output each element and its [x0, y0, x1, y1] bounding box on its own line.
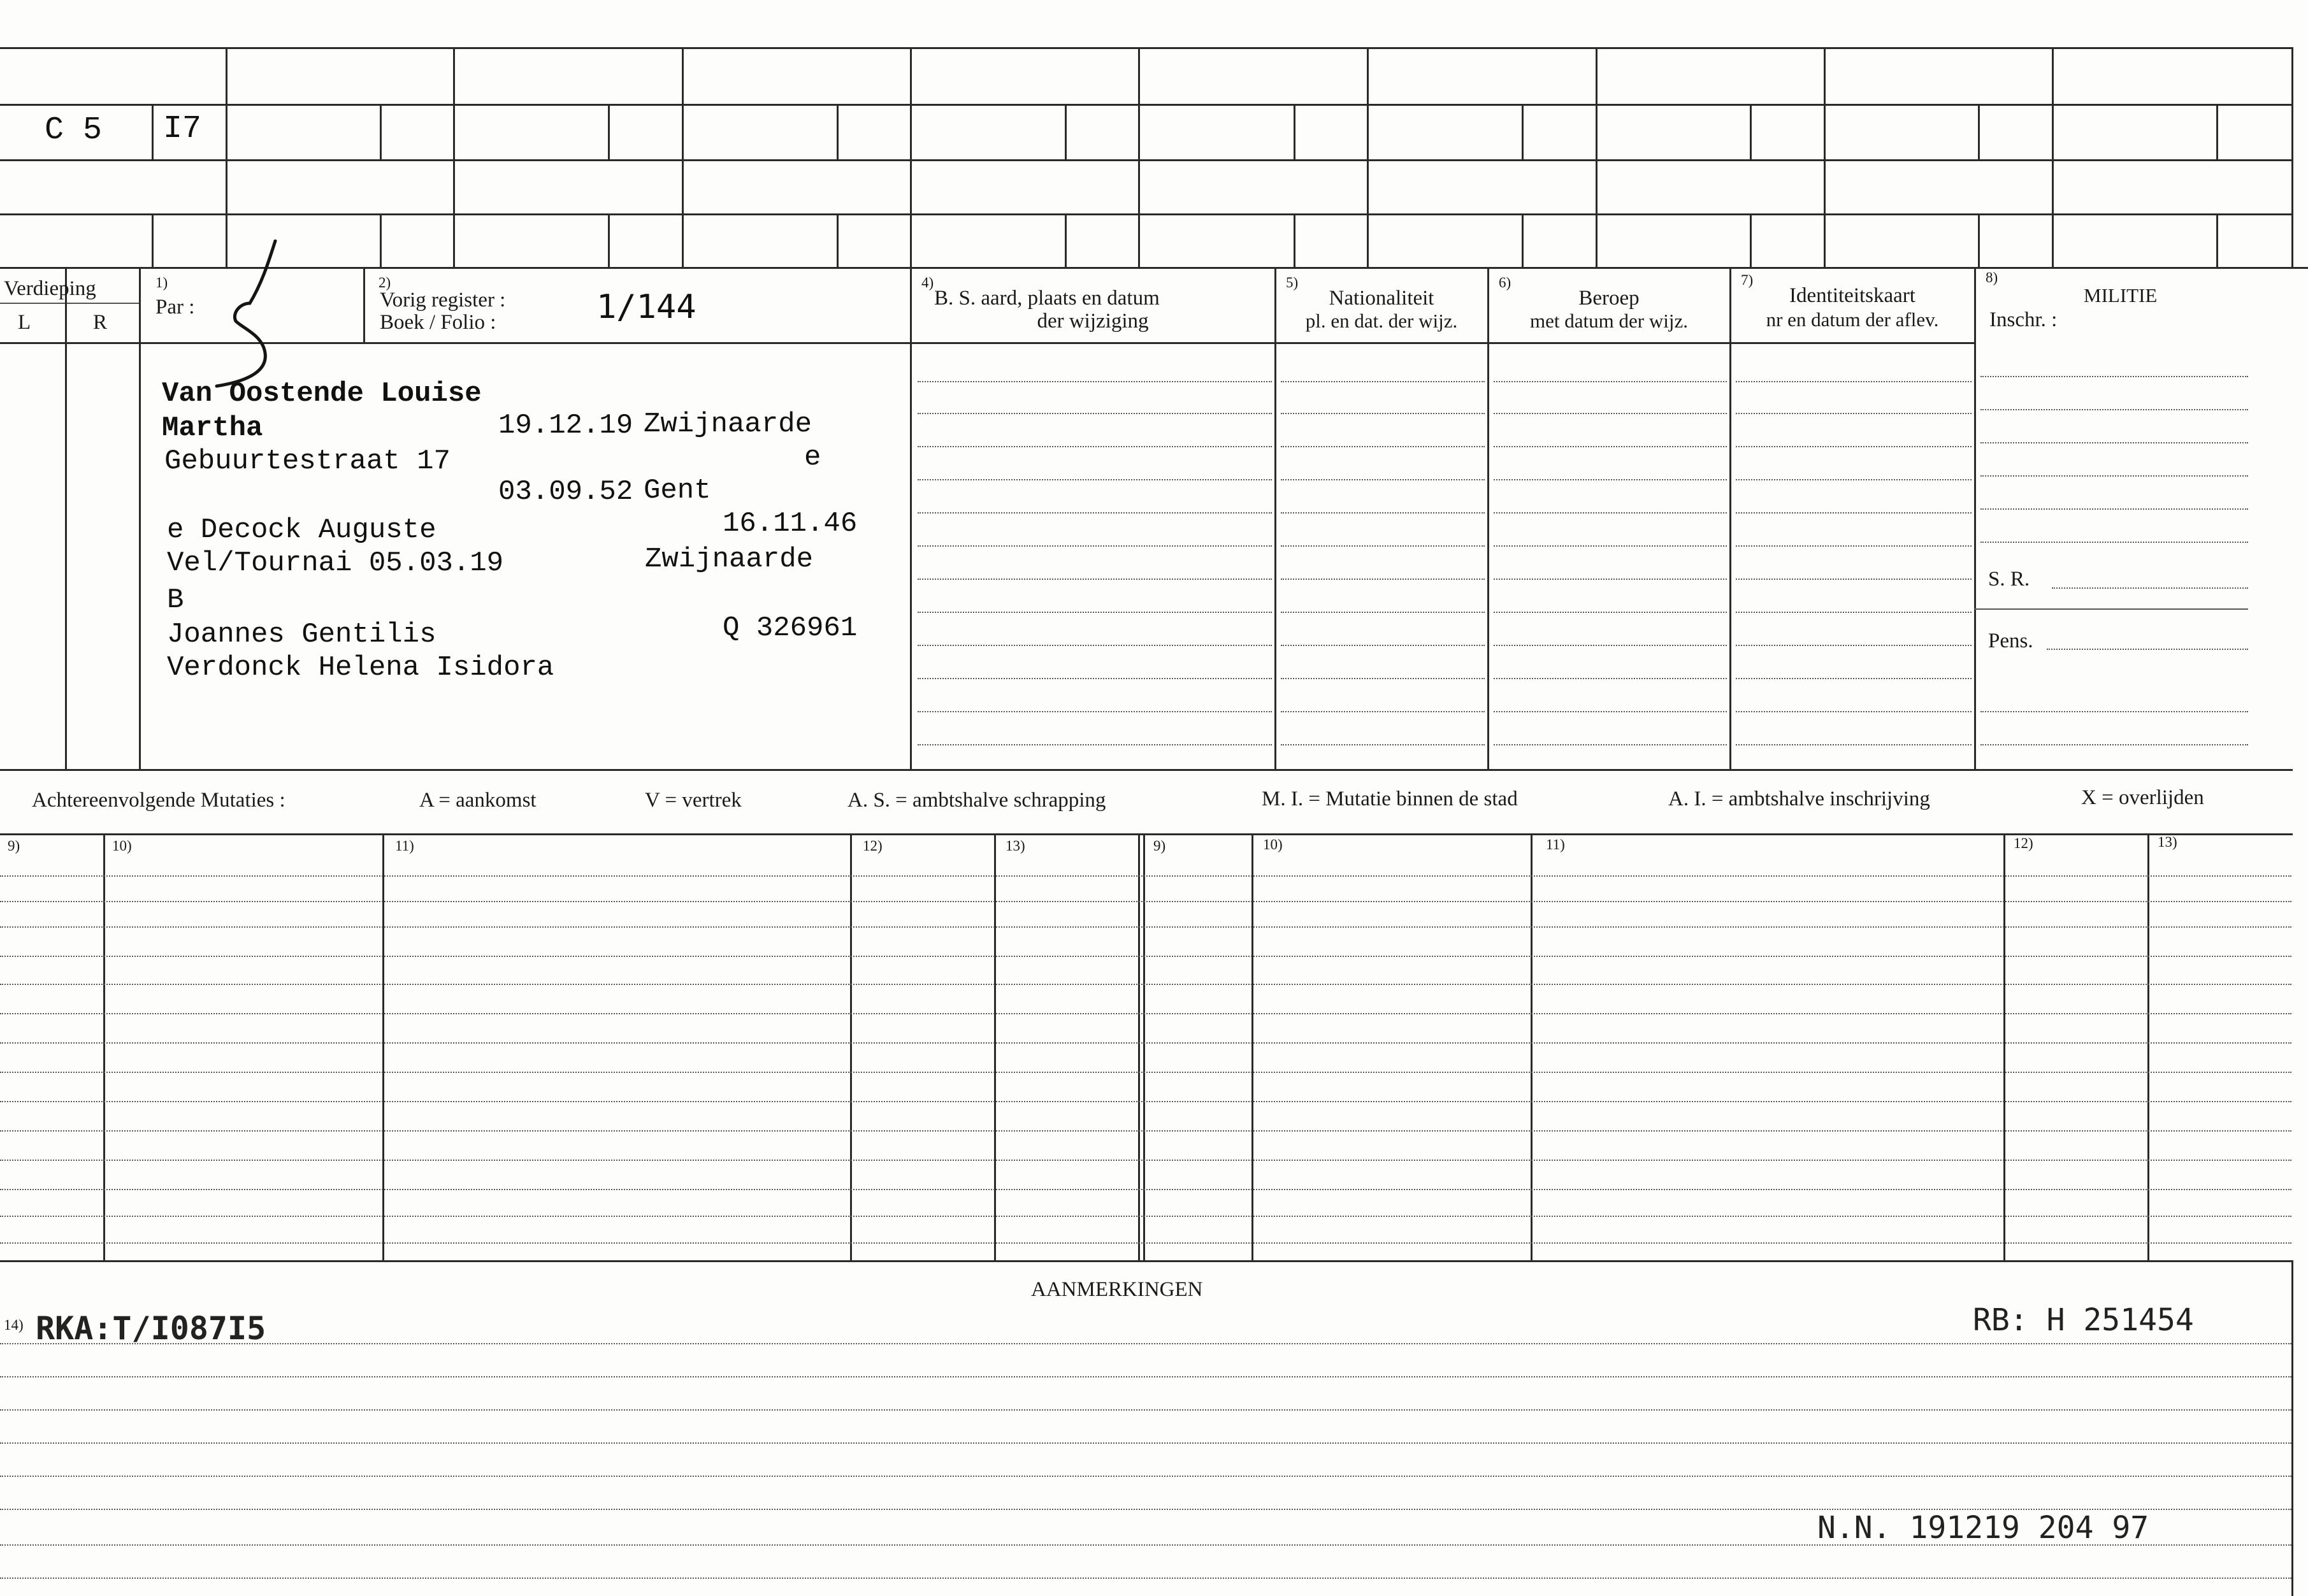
person-mother: Verdonck Helena Isidora	[167, 652, 554, 684]
mutaties-legend-ai: A. I. = ambtshalve inschrijving	[1668, 787, 1930, 810]
mutaties-legend-x: X = overlijden	[2081, 786, 2204, 809]
militie-title: MILITIE	[2084, 284, 2158, 306]
nationaliteit-label-1: Nationaliteit	[1329, 287, 1434, 310]
person-name-line-2: Martha	[162, 412, 263, 444]
mutatie-left-col-10: 10)	[112, 838, 132, 854]
top-code-1: C 5	[45, 112, 103, 148]
person-address-place: Gent	[644, 475, 711, 507]
bs-label-1: B. S. aard, plaats en datum	[934, 287, 1160, 310]
beroep-label-1: Beroep	[1578, 287, 1640, 310]
mutaties-legend-v: V = vertrek	[645, 789, 742, 812]
identiteitskaart-label-1: Identiteitskaart	[1789, 284, 1915, 307]
person-nationality: B	[167, 584, 184, 616]
mutatie-right-col-9: 9)	[1153, 838, 1166, 854]
aanmerkingen-rb: RB: H 251454	[1973, 1302, 2194, 1338]
mutatie-left-col-13: 13)	[1006, 838, 1025, 854]
aanmerkingen-nn: N.N. 191219 204 97	[1817, 1510, 2149, 1546]
aanmerkingen-title: AANMERKINGEN	[1031, 1278, 1203, 1301]
person-id-card: Q 326961	[723, 612, 858, 644]
mutatie-right-col-13: 13)	[2158, 834, 2177, 850]
person-address: Gebuurtestraat 17	[164, 445, 451, 477]
identiteitskaart-number: 7)	[1741, 272, 1754, 288]
mutaties-legend-a: A = aankomst	[419, 789, 537, 812]
person-birth-place: Zwijnaarde	[644, 408, 812, 440]
verdieping-r: R	[93, 311, 108, 334]
beroep-number: 6)	[1499, 275, 1511, 291]
militie-pens-label: Pens.	[1988, 629, 2033, 652]
person-marriage-date: 16.11.46	[723, 508, 858, 540]
nationaliteit-label-2: pl. en dat. der wijz.	[1305, 310, 1458, 332]
person-marriage-place: Zwijnaarde	[645, 543, 814, 575]
bs-number: 4)	[921, 275, 934, 291]
mutatie-left-col-11: 11)	[395, 838, 414, 854]
person-address-date: 03.09.52	[498, 476, 633, 508]
par-label: Par :	[155, 296, 195, 319]
mutaties-legend-as: A. S. = ambtshalve schrapping	[847, 789, 1106, 812]
militie-sr-label: S. R.	[1988, 568, 2030, 591]
bs-label-2: der wijziging	[1037, 310, 1149, 333]
verdieping-label: Verdieping	[4, 277, 96, 300]
mutaties-top-border	[0, 769, 2293, 771]
person-spouse-birth: Vel/Tournai 05.03.19	[167, 547, 504, 579]
mutatie-right-col-12: 12)	[2014, 835, 2033, 851]
par-number: 1)	[155, 275, 168, 291]
identiteitskaart-label-2: nr en datum der aflev.	[1766, 308, 1939, 331]
mutatie-left-col-9: 9)	[8, 838, 20, 854]
verdieping-l: L	[18, 311, 31, 334]
nationaliteit-number: 5)	[1286, 275, 1299, 291]
mutatie-right-col-11: 11)	[1546, 837, 1565, 852]
militie-number: 8)	[1986, 270, 1998, 285]
beroep-label-2: met datum der wijz.	[1530, 310, 1688, 332]
mutatie-right-col-10: 10)	[1263, 837, 1283, 852]
vorig-register-number: 2)	[379, 275, 391, 291]
militie-inschr-label: Inschr. :	[1989, 308, 2058, 331]
top-code-2: I7	[163, 111, 202, 147]
person-spouse: e Decock Auguste	[167, 514, 436, 546]
person-father: Joannes Gentilis	[167, 619, 436, 651]
mutaties-legend-mi: M. I. = Mutatie binnen de stad	[1262, 787, 1518, 810]
boek-folio-value: 1/144	[596, 288, 696, 326]
boek-folio-label: Boek / Folio :	[380, 311, 496, 334]
aanmerkingen-number: 14)	[4, 1317, 24, 1333]
vorig-register-label: Vorig register :	[380, 289, 506, 312]
aanmerkingen-rka: RKA:T/I087I5	[36, 1310, 266, 1347]
person-birth-date: 19.12.19	[498, 410, 633, 442]
person-marker-e: e	[804, 442, 821, 473]
person-name-line-1: Van Oostende Louise	[162, 378, 482, 410]
mutaties-title: Achtereenvolgende Mutaties :	[32, 789, 285, 812]
mutatie-left-col-12: 12)	[863, 838, 883, 854]
